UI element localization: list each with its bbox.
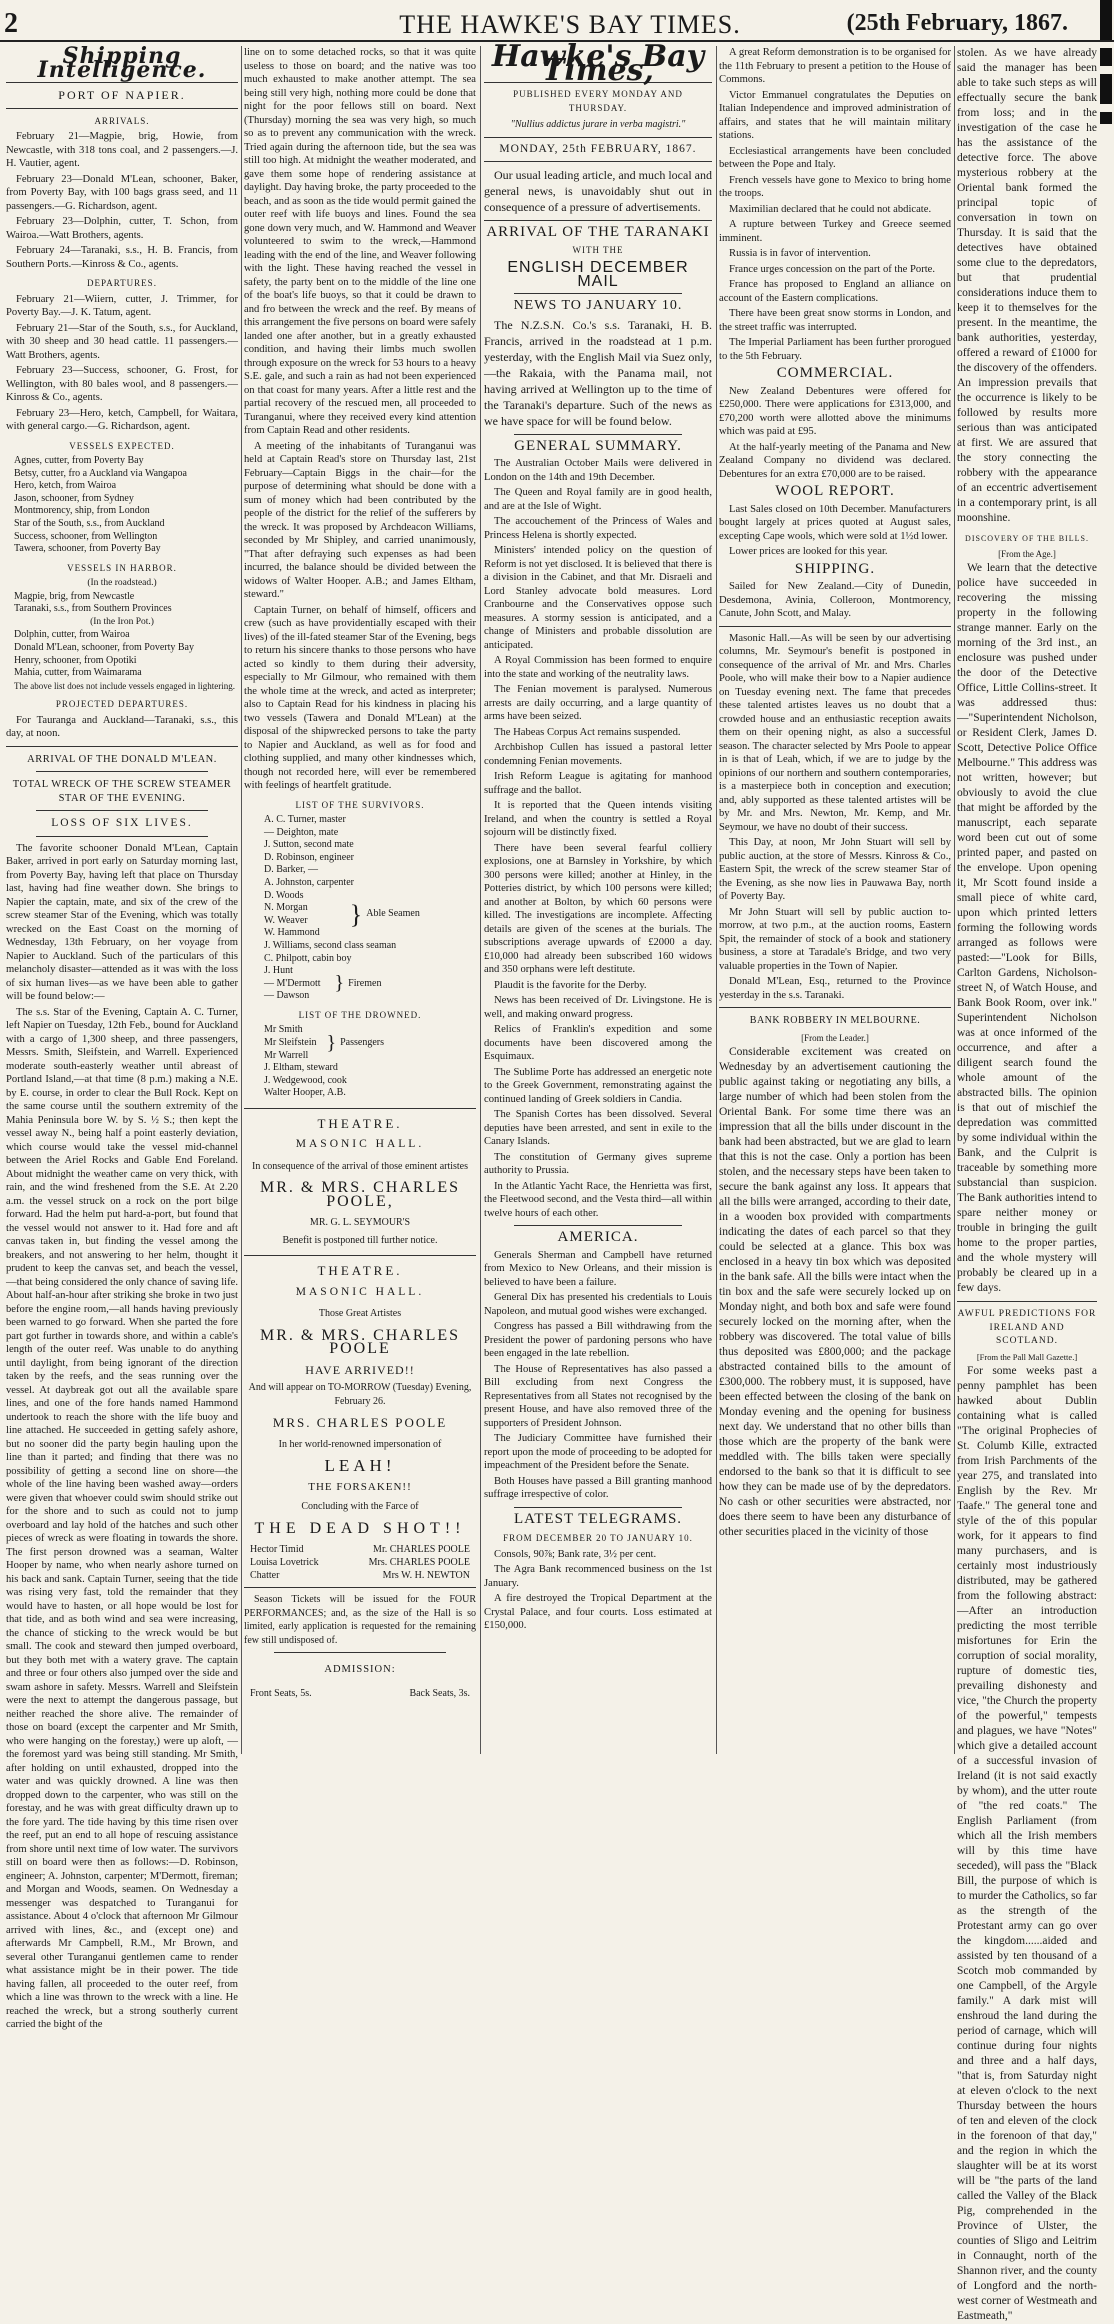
article-paragraph: Congress has passed a Bill withdrawing from the President the power of pardoning persons who have been engaged in the late rebellion. <box>484 1321 712 1359</box>
article-paragraph: Irish Reform League is agitating for manhood suffrage and the ballot. <box>484 771 712 796</box>
advert-heading: THEATRE. <box>317 1115 403 1131</box>
list-item: J. Sutton, second mate <box>264 839 354 851</box>
brace: } <box>349 900 363 929</box>
arrivals-heading: ARRIVALS. <box>94 115 150 126</box>
harbor-list <box>6 629 238 692</box>
divider <box>514 1225 682 1226</box>
list-item: Taranaki, s.s., from Southern Provinces <box>14 603 172 615</box>
list-item: Dolphin, cutter, from Wairoa <box>14 629 130 641</box>
article-paragraph: line on to some detached rocks, so that it was quite useless to those on board; and the native was too much exhausted to make another attempt. The sea being still very high, nothing more could be done that night for the poor fellows still on board. Next (Thursday) morning the sea was very high, so much so as to prevent any communication with the wreck. Tried again during the afternoon tide, but the sea was still too high. At midnight the weather moderated, and gave them some hope of rendering assistance at daylight. Day having broke, the party proceeded to the beach, and as soon as the tide would permit gained the outer reef with life buoys and lines. Found the sea gone down very much, and W. Hammond and Weaver volunteered to swim to the wreck,—Hammond leading with the end of the line, and Weaver following with the light. These having reached the vessel in safety, the party bent on to the middle of the line one of the boat's life buoys, so that it could be drawn to and fro between the wreck and the reef. By means of this arrangement the five persons on board were safely landed one after another, but in a greatly exhausted condition, and having their limbs much swollen through exposure on the wreck for 53 hours to a heavy S.E. gale, and such a rain as had not been experienced on that coast for many years. After a little rest and the partial recovery of the rescued men, all proceeded to Turanganui, where they received every kind attention from Captain Read and other residents. <box>244 47 476 436</box>
divider <box>514 434 682 435</box>
article-paragraph: The Spanish Cortes has been dissolved. Several deputies have been arrested, and sent in exile to the Canary Islands. <box>484 1109 712 1147</box>
article-paragraph: The s.s. Star of the Evening, Captain A. C. Turner, left Napier on Tuesday, 12th Feb., bound for Auckland with a cargo of 1,300 sheep, and three passengers, Messrs. Smith, Sleifstein, and Warrell. Experienced moderate south-easterly weather until abreast of Portland Island,—at that time (8 p.m.) making a N.E. by E. course, in order to clear the Bull Rock. Kept on the same course until the southern extremity of the Mahia Peninsula bore W. by S. ½ S.; then kept the vessel away N., being half a point easterly deviation, which course would take the vessel mid-channel between the Ariel Rocks and Gable End Foreland. About midnight the weather came on very thick, with rain, and the wind freshened from the S.E. At 2.20 a.m. the vessel struck on a rock on the port bilge forward. Had the helm put hard-a-port, but found that the vessel would not answer to it. Had fore and aft canvas taken in, but finding the vessel among the breakers, and not answering to her helm, thought it prudent to keep the canvas set, and beach the vessel,—that being considered the only chance of saving life. About half-an-hour after striking she broke in two just before the engine room,—all hands having previously been warned to go forward. When she parted the fore part got further in towards shore, and within a cable's length of the outer reef. Was unable to do anything until daylight, from being ignorant of the direction taken by the reefs, and the seas running over the vessel. At daybreak got out all the available spare lines, and one of the fore hands named Hammond undertook to reach the shore with the life buoy and line attached. He succeeded in getting safely ashore, but no sooner did the party begin hauling upon the line than it parted; and finding that there was no possibility of getting a second line on shore—the whole of the line having been washed away—orders were given that whoever could swim should strike out for the shore and to such as could not to jump overboard and lay hold of the hatches and such other pieces of wreck as were floating in towards the shore. The first person drowned was a seaman, Walter Hooper by name, who when nearly ashore turned on his back and sank. Captain Turner, seeing that the tide was rising very fast, told the remainder that they would have to hasten, or all hope would be lost for that tide, and as both wind and sea were increasing, the chance of sticking to the wreck would be but small. The cook and steward then jumped overboard, but they both met with a watery grave. The captain and three or four others also jumped over the side and swam ashore in safety. Messrs. Warrell and Sleifstein were the next to attempt the dangerous passage, but neither reached the shore alive. The remainder of those on board (except the carpenter and Mr Smith, who were hanging on the forestay,) were up aloft, —the foremost yard was being still standing. Mr Smith, after holding on until exhausted, dropped into the water and was quickly drowned. A line was then dropped down to the carpenter, who was still on the forestay, and he was with great difficulty drawn up to the fore yard. The tide having by this time risen over the reef, put an end to all hope of rescuing assistance from shore until next time of low water. The survivors still on board were then as follows:—D. Robinson, engineer; A. Johnston, carpenter; M'Dermott, fireman; and Morgan and Woods, seamen. On Wednesday a messenger was despatched to Turanganui for assistance. About 4 o'clock that afternoon Mr Gilmour arrived with lines, &c., and (except one) and afterwards Mr Campbell, R.M., Mr Brown, and several other Turanganui gentlemen came to render what assistance might be in their power. The tide having fallen, all proceeded to the outer reef, from which a line was thrown to the wreck with a line. He reached the wreck, but a strong southerly current carried the bight of the <box>6 1006 238 2031</box>
column-robbery-predictions <box>957 46 1097 2322</box>
arrival-entry: February 21—Magpie, brig, Howie, from Newcastle, with 318 tons coal, and 2 passengers.—J. H. Vautier, agent. <box>6 131 238 169</box>
article-paragraph: Mr John Stuart will sell by public auction to-morrow, at two p.m., at the auction rooms, Eastern Spit, the remainder of stock of a book and stationery business, a store at Taradale's Bridge, and two very valuable properties in the Town of Napier. <box>719 906 951 972</box>
article-paragraph: The accouchement of the Princess of Wales and Princess Helena is shortly expected. <box>484 516 712 541</box>
advert-venue: MASONIC HALL. <box>295 1285 425 1298</box>
divider <box>244 1255 476 1256</box>
advert-text: THE FORSAKEN!! <box>308 1480 412 1493</box>
article-paragraph: The Agra Bank recommenced business on the 1st January. <box>484 1564 712 1589</box>
divider <box>6 108 238 109</box>
list-item: A. C. Turner, master <box>264 814 346 825</box>
cast-actor: Mrs W. H. NEWTON <box>382 1570 470 1582</box>
divider <box>36 771 208 772</box>
article-heading: COMMERCIAL. <box>776 365 894 381</box>
article-paragraph: A great Reform demonstration is to be organised for the 11th February to present a petition to the House of Commons. <box>719 47 951 85</box>
group-label: Firemen <box>348 977 382 989</box>
page-number: 2 <box>4 8 18 39</box>
article-heading: ENGLISH DECEMBER MAIL <box>507 259 689 290</box>
editorial-intro: Our usual leading article, and much local and general news, is unavoidably shut out in consequence of a pressure of advertisements. <box>484 168 712 214</box>
article-paragraph: General Dix has presented his credentials to Louis Napoleon, and mutual good wishes were exchanged. <box>484 1292 712 1317</box>
survivors-list <box>244 814 476 1003</box>
list-item: The above list does not include vessels engaged in lightering. <box>14 680 235 691</box>
arrival-entry: February 24—Taranaki, s.s., H. B. Francis, from Southern Ports.—Kinross & Co., agents. <box>6 245 238 270</box>
list-item: Mr Sleifstein <box>264 1037 317 1048</box>
cast-role: Hector Timid <box>250 1544 304 1556</box>
page-header <box>0 8 1114 42</box>
list-item: Jason, schooner, from Sydney <box>14 492 134 504</box>
list-item: C. Philpott, cabin boy <box>264 952 352 964</box>
article-paragraph: The Imperial Parliament has been further prorogued to the 5th February. <box>719 337 951 362</box>
issue-date: (25th February, 1867. <box>846 10 1068 36</box>
article-paragraph: Donald M'Lean, Esq., returned to the Province yesterday in the s.s. Taranaki. <box>719 976 951 1001</box>
article-paragraph: At the half-yearly meeting of the Panama and New Zealand Company no dividend was declared. Debentures for an extra £70,000 are to be raised. <box>719 441 951 480</box>
divider <box>719 626 951 627</box>
projected-entry: For Tauranga and Auckland—Taranaki, s.s., this day, at noon. <box>6 714 238 740</box>
article-paragraph: In the Atlantic Yacht Race, the Henrietta was first, the Fleetwood second, and the Vesta third—all within twelve hours of each other. <box>484 1180 712 1219</box>
column-rule <box>954 46 955 1754</box>
departure-entry: February 21—Wiiern, cutter, J. Trimmer, for Poverty Bay.—J. K. Tatum, agent. <box>6 293 238 318</box>
advert-text: Benefit is postponed till further notice. <box>282 1234 438 1246</box>
expected-heading: VESSELS EXPECTED. <box>69 440 175 451</box>
drowned-heading: LIST OF THE DROWNED. <box>298 1009 422 1020</box>
advert-text: HAVE ARRIVED!! <box>305 1362 415 1377</box>
port-heading: PORT OF NAPIER. <box>58 88 186 102</box>
cast-row <box>244 1556 476 1569</box>
article-paragraph: Maximilian declared that he could not abdicate. <box>729 203 932 215</box>
able-seamen-group <box>264 890 476 940</box>
advert-text: Concluding with the Farce of <box>301 1501 419 1513</box>
article-heading: LOSS OF SIX LIVES. <box>51 817 193 830</box>
list-item: Mahia, cutter, from Waimarama <box>14 667 142 679</box>
advert-text: Those Great Artistes <box>318 1308 402 1320</box>
departure-entry: February 23—Success, schooner, G. Frost, for Wellington, with 80 bales wool, and 8 passengers.—Kinross & Co., agents. <box>6 365 238 403</box>
article-paragraph: Russia is in favor of intervention. <box>729 248 871 259</box>
list-item: Henry, schooner, from Opotiki <box>14 654 137 666</box>
arrival-entry: February 23—Dolphin, cutter, T. Schon, from Wairoa.—Watt Brothers, agents. <box>6 216 238 241</box>
masthead-motto: "Nullius addictus jurare in verba magistri." <box>510 119 686 130</box>
article-paragraph: Lower prices are looked for this year. <box>729 546 888 557</box>
article-heading: NEWS TO JANUARY 10. <box>513 298 683 313</box>
cast-row <box>244 1569 476 1582</box>
article-heading: AWFUL PREDICTIONS FOR IRELAND AND SCOTLAND. <box>957 1309 1097 1346</box>
column-rule <box>241 46 242 1754</box>
group-label: Passengers <box>340 1037 384 1048</box>
advert-venue: MASONIC HALL. <box>295 1138 425 1151</box>
survivors-heading: LIST OF THE SURVIVORS. <box>295 799 425 810</box>
divider <box>274 1652 446 1653</box>
list-item: J. Eltham, steward <box>264 1062 338 1074</box>
list-item: — Deighton, mate <box>264 826 339 838</box>
divider <box>514 1507 682 1508</box>
brace: } <box>334 972 345 995</box>
divider <box>484 220 712 221</box>
article-paragraph: Ministers' intended policy on the question of Reform is not yet disclosed. It is believed that there is a division in the Cabinet, and that Mr. Disraeli and Lord Stanley advocate bold measures. Lord Cranbourne and the Conservatives oppose such measures. A stormy session is anticipated, and a change of Ministers and probable dissolution are anticipated. <box>484 545 713 651</box>
masthead-date: MONDAY, 25th FEBRUARY, 1867. <box>499 142 697 155</box>
divider <box>244 1108 476 1109</box>
divider <box>514 293 682 294</box>
article-heading: LATEST TELEGRAMS. <box>513 1510 683 1527</box>
divider <box>719 1007 951 1008</box>
cast-row <box>244 1543 476 1556</box>
list-item: J. Williams, second class seaman <box>264 939 397 951</box>
article-source: [From the Age.] <box>998 548 1056 559</box>
divider <box>6 746 238 747</box>
list-item: W. Weaver <box>264 914 308 926</box>
arrival-entry: February 23—Donald M'Lean, schooner, Baker, from Poverty Bay, with 100 bags grass seed, and 11 passengers.—G. Richardson, agent. <box>6 173 238 212</box>
list-item: — Dawson <box>264 990 310 1002</box>
article-heading: GENERAL SUMMARY. <box>514 437 682 454</box>
article-paragraph: Victor Emmanuel congratulates the Deputies on Italian Independence and improved administration of affairs, and states that he will maintain military stations. <box>719 89 951 141</box>
article-paragraph: stolen. As we have already said the manager has been able to take such steps as will effectually secure the bank from loss; and in the investigation of the case he has the assistance of the detective force. The above mysterious robbery at the Oriental bank formed the principal topic of conversation in town on Thursday. It is said that the detectives have obtained some clue to the depredators, but that prudential considerations induce them to keep it to themselves for the present. In the meantime, the bank authorities, yesterday, offered a reward of £1000 for the discovery of the offenders. An impression prevails that the occurrence is likely to be followed by results more serious than was anticipated at first. We are assured that the story connecting the robbery with the appearance of an eccentric advertisement in a contemporary print, is all moonshine. <box>957 47 1097 524</box>
drowned-list <box>244 1024 476 1100</box>
column-wreck-theatre <box>244 46 476 1754</box>
article-paragraph: Last Sales closed on 10th December. Manufacturers bought largely at prices quoted at August sales, excepting Cape wools, which were sold at 1½d lower. <box>719 503 951 542</box>
article-source: [From the Leader.] <box>801 1032 869 1043</box>
article-paragraph: Relics of Franklin's expedition and some documents have been discovered among the Esquimaux. <box>484 1024 712 1062</box>
list-item: Hero, ketch, from Wairoa <box>14 480 117 492</box>
list-item: J. Wedgewood, cook <box>264 1074 347 1086</box>
article-paragraph: Consols, 90⅞; Bank rate, 3½ per cent. <box>494 1548 657 1560</box>
article-paragraph: There have been great snow storms in London, and the street traffic was interrupted. <box>719 308 951 333</box>
article-paragraph: Sailed for New Zealand.—City of Dunedin, Desdemona, Avinia, Colleroon, Montmorency, Canute, John Scott, and Malay. <box>719 581 951 619</box>
article-paragraph: New Zealand Debentures were offered for £250,000. There were applications for £313,000, and £70,200 worth were allotted above the minimums which was paid at £95. <box>719 385 951 437</box>
article-paragraph: The Fenian movement is paralysed. Numerous arrests are daily occurring, and a large quantity of arms have been seized. <box>484 684 712 722</box>
cast-role: Louisa Lovetrick <box>250 1557 319 1569</box>
article-paragraph: Both Houses have passed a Bill granting manhood suffrage irrespective of color. <box>484 1475 712 1500</box>
list-item: J. Hunt <box>264 965 293 977</box>
article-paragraph: Masonic Hall.—As will be seen by our advertising columns, Mr. Seymour's benefit is postponed in consequence of the arrival of Mr. and Mrs. Charles Poole, who will make their bow to a Napier audience on Tuesday evening next. The fame that precedes these talented artistes leaves us no doubt that a crowded house and an enthusiastic reception awaits them on their opening night, as also a successful season. The character selected by Mrs Poole to appear in is that of Leah, which, if we are to judge by the opinions of our northern and southern contemporaries, is a masterpiece both in conception and execution; and, ably supported as these talented artistes will be by Mr. and Mrs. Newton, Mr. Kemp, and Mr. Seymour, we have no doubt of their success. <box>719 632 951 833</box>
advert-artistes: MR. & MRS. CHARLES POOLE <box>259 1326 461 1358</box>
advert-text: In her world-renowned impersonation of <box>278 1438 442 1450</box>
list-item: Walter Hooper, A.B. <box>264 1087 346 1099</box>
article-heading: ARRIVAL OF THE TARANAKI <box>486 224 710 240</box>
article-paragraph: There have been several fearful colliery explosions, one at Barnsley in Yorkshire, by which 300 persons were killed; another at Hinley, in the Potteries district, by which 100 persons were killed; and another at Bolton, by which 60 persons were killed. The investigations are incomplete. Affecting details are given of the scenes at the burials. The subscriptions average upwards of £2000 a day. £10,000 had already been subscribed 160 widows and 350 orphans were left destitute. <box>484 842 712 975</box>
article-paragraph: The Australian October Mails were delivered in London on the 14th and 19th December. <box>484 458 712 483</box>
list-item: D. Robinson, engineer <box>264 851 354 863</box>
divider <box>484 161 712 162</box>
departures-heading: DEPARTURES. <box>87 278 157 288</box>
article-paragraph: This Day, at noon, Mr John Stuart will sell by public auction, at the store of Messrs. Kinross & Co., Eastern Spit, the wreck of the screw steamer Star of the Evening, as she now lies in Pauwawa Bay, north of Poverty Bay. <box>719 837 951 902</box>
expected-list <box>6 455 238 556</box>
article-paragraph: The constitution of Germany gives supreme authority to Prussia. <box>484 1151 712 1176</box>
article-paragraph: A fire destroyed the Tropical Department at the Crystal Palace, and four courts. Loss estimated at £150,000. <box>484 1593 712 1631</box>
advert-artistes: MRS. CHARLES POOLE <box>272 1415 448 1431</box>
article-paragraph: France urges concession on the part of the Porte. <box>729 263 936 275</box>
column-editorial <box>484 39 713 1754</box>
divider <box>244 1587 476 1588</box>
section-heading: Shipping Intelligence. <box>37 43 207 83</box>
advert-text: ADMISSION: <box>324 1664 396 1676</box>
departure-entry: February 21—Star of the South, s.s., for Auckland, with 30 sheep and 30 head cattle. 11 passengers.—Watt Brothers, agents. <box>6 322 238 361</box>
masthead: Hawke's Bay Times, <box>491 39 705 88</box>
article-paragraph: Archbishop Cullen has issued a pastoral letter condemning Fenian movements. <box>484 742 712 767</box>
article-paragraph: French vessels have gone to Mexico to bring home the troops. <box>719 174 951 199</box>
article-heading: TOTAL WRECK OF THE SCREW STEAMER STAR OF THE EVENING. <box>12 779 232 804</box>
article-paragraph: Captain Turner, on behalf of himself, officers and crew (such as have providentially escaped with their lives) of the ill-fated steamer Star of the Evening, begs to return his sincere thanks to those persons who have acted so kindly to them during their adversity, especially to Mr Gilmour, who remained with them the whole time at the wreck, and acted as interpreter; also to Captain Read for his kindness in placing his two vessels (Tawera and Donald M'Lean) at the disposal of the shipwrecked persons to take the party to Napier and Auckland, as well as for food and clothing supplied, and many other kindnesses which, though not recorded here, will ever be remembered with feelings of heartfelt gratitude. <box>244 604 476 791</box>
article-paragraph: A Royal Commission has been formed to enquire into the state and working of the neutrality laws. <box>484 655 712 680</box>
article-heading: WOOL REPORT. <box>775 483 895 499</box>
passengers-group <box>264 1024 476 1062</box>
column-news <box>719 46 951 1754</box>
harbor-list <box>6 591 238 616</box>
article-subheading: FROM DECEMBER 20 TO JANUARY 10. <box>503 1533 693 1543</box>
list-item: A. Johnston, carpenter <box>264 876 354 888</box>
list-item: Mr Smith <box>264 1024 303 1036</box>
masthead-published: PUBLISHED EVERY MONDAY AND THURSDAY. <box>513 89 683 113</box>
advert-play: LEAH! <box>324 1456 396 1476</box>
cast-actor: Mr. CHARLES POOLE <box>373 1544 470 1556</box>
list-item: Agnes, cutter, from Poverty Bay <box>14 455 144 466</box>
article-paragraph: The favorite schooner Donald M'Lean, Captain Baker, arrived in port early on Saturday morning last, from Poverty Bay, having left that place on Thursday last, having had fine weather down. She brings to Napier the captain, mate, and six of the crew of the screw steamer Star of the Evening, which was totally wrecked on the East Coast on the morning of Wednesday, 13th February, on her voyage from Napier to Auckland. Such of the particulars of this melancholy disaster—attended as it was with the loss of six human lives—as we have been able to gather will be found below:— <box>6 842 238 1003</box>
list-item: Montmorency, ship, from London <box>14 505 150 517</box>
advert-play: THE DEAD SHOT!! <box>254 1519 466 1537</box>
advert-artistes: MR. & MRS. CHARLES POOLE, <box>259 1179 461 1210</box>
brace: } <box>326 1031 337 1054</box>
group-label: Able Seamen <box>366 908 420 920</box>
cast-actor: Mrs. CHARLES POOLE <box>368 1557 470 1569</box>
list-item: Tawera, schooner, from Poverty Bay <box>14 543 161 555</box>
price-front: Front Seats, 5s. <box>250 1687 312 1699</box>
article-paragraph: A rupture between Turkey and Greece seemed imminent. <box>719 219 951 244</box>
cast-role: Chatter <box>250 1570 280 1582</box>
advert-heading: THEATRE. <box>317 1263 403 1279</box>
article-paragraph: It is reported that the Queen intends visiting Ireland, and when the country is settled a Royal sojourn will be distinctly fixed. <box>484 800 712 838</box>
article-heading: WITH THE <box>572 244 624 255</box>
list-item: Mr Warrell <box>264 1049 309 1061</box>
article-paragraph: We learn that the detective police have succeeded in recovering the missing property in the following strange manner. Early on the morning of the 3rd inst., an enclosure was pushed under the door of the Detective Office, Little Collins-street. It was addressed thus:—"Superintendent Nicholson, or Resident Clerk, James D. Scott, Detective Police Office Melbourne." This address was not written, however; but obviously to avoid the clue that might be afforded by the manuscript, each separate word been cut out of some printed paper, and pasted on the envelope. Upon opening it, Mr Scott found inside a small piece of white card, upon which printed letters forming the following words arranged as follows were pasted:—"Look for Bills, Carlton Gardens, Nicholson-street N, of Watch House, and Bank Book Room, over ink." Superintendent Nicholson was at once informed of the occurrence, and after a diligent search found the whole amount of the abstracted bills. The opinion is that out of mischief the depredation was committed by some individual within the Bank, and the Culprit is traceable by something more substancial than suspicion. The Bank authorities intend to spare neither money or trouble in bringing the guilt home to the proper parties, and the whole mystery will probably be cleared up in a few days. <box>957 562 1097 1294</box>
article-paragraph: Considerable excitement was created on Wednesday by an advertisement cautioning the public against taking or negotiating any bills, a large number of which had been stolen from the Oriental Bank. For some time there was an impression that all the bills under discount in the bank had been abstracted, but we are glad to learn that this is not the case. Only a portion has been stolen, and the necessary steps have been taken to secure the bank against any loss. It appears that all the bills were arranged, according to their date, in a wooden box provided with compartments indicating the dates of each parcel so that they could be selected at a glance. This box was enclosed in a heavy tin box which was deposited in the bank safe. All the bills were intact when the tin box and the safe were securely locked up on Monday night, and both box and safe were found securely locked on the morning after, when the robbery was discovered. The total value of bills thus deposited was £800,000; and the package abstracted contained bills to the amount of £300,000. The robbery must, it is supposed, have been effected between the closing of the bank on Monday evening and the opening for business next day. We understand that no other bills than those which are the property of the bank were meddled with. The bills taken were specially endorsed to the bank so that it is difficult to see how they can be made use of by the depredators. No cash or other securities were abstracted, nor does there seem to have been any disturbance of other securities placed in the vicinity of those <box>719 1046 951 1538</box>
article-heading: DISCOVERY OF THE BILLS. <box>965 534 1089 543</box>
list-item: D. Barker, — <box>264 864 319 876</box>
advert-text: MR. G. L. SEYMOUR'S <box>309 1217 411 1229</box>
article-heading: SHIPPING. <box>794 560 876 577</box>
article-paragraph: The Judiciary Committee have furnished their report upon the mode of proceeding to be adopted for impeachment of the President before the Senate. <box>484 1433 712 1471</box>
projected-heading: PROJECTED DEPARTURES. <box>55 699 189 710</box>
harbor-heading: VESSELS IN HARBOR. <box>67 562 177 573</box>
divider <box>36 836 208 837</box>
newspaper-title: THE HAWKE'S BAY TIMES. <box>399 10 741 39</box>
article-heading: AMERICA. <box>557 1229 639 1245</box>
divider <box>957 1301 1097 1302</box>
article-paragraph: Generals Sherman and Campbell have returned from Mexico to New Orleans, and their mission is believed to have been a failure. <box>484 1249 712 1288</box>
article-paragraph: The Habeas Corpus Act remains suspended. <box>494 726 681 738</box>
list-item: D. Woods <box>264 889 304 901</box>
article-heading: BANK ROBBERY IN MELBOURNE. <box>749 1015 921 1026</box>
list-item: Donald M'Lean, schooner, from Poverty Bay <box>14 642 194 654</box>
advert-text: Season Tickets will be issued for the FOUR PERFORMANCES; and, as the size of the Hall is so limited, early application is requested for the remaining few still undisposed of. <box>244 1594 476 1646</box>
article-source: [From the Pall Mall Gazette.] <box>976 1351 1078 1362</box>
list-item: — M'Dermott <box>264 977 321 989</box>
list-item: Success, schooner, from Wellington <box>14 530 158 542</box>
column-shipping <box>6 43 238 2031</box>
list-item: Star of the South, s.s., from Auckland <box>14 517 165 529</box>
departure-entry: February 23—Hero, ketch, Campbell, for Waitara, with general cargo.—G. Richardson, agent. <box>6 407 238 432</box>
price-back: Back Seats, 3s. <box>409 1687 470 1699</box>
article-paragraph: News has been received of Dr. Livingstone. He is well, and making onward progress. <box>484 995 712 1020</box>
article-paragraph: The Queen and Royal family are in good health, and are at the Isle of Wight. <box>484 487 712 512</box>
firemen-group <box>264 965 476 1003</box>
article-paragraph: The N.Z.S.N. Co.'s s.s. Taranaki, H. B. Francis, arrived in the roadstead at 1 p.m. yesterday, with the English Mail via Suez only,—the Rakaia, with the Panama mail, not having arrived at Wellington up to the time of the Taranaki's departure. Such of the news as we have space for will be found below. <box>484 317 712 428</box>
article-paragraph: For some weeks past a penny pamphlet has been hawked about Dublin containing what is called "The original Prophecies of St. Columb Kille, extracted from Irish Parchments of the year 275, and translated into English by the Rev. Mr Taafe." The general tone and style of the of this popular work, for it appears to find many purchasers, and is certainly most industriously distributed, may be gathered from the following abstract:—After an introduction predicting the most terrible misfortunes for Erin the corruption of social morality, rupture of domestic ties, prevailing dishonesty and vice, "the Church the property of the powerful," tempests and plagues, we have "Notes" which give a detailed account of a successful invasion of Ireland (it is not said exactly by whom), and the utter route of "the red coats." The English Parliament (from which all the Irish members will by this time have seceded), will pass the "Black Bill, the purpose of which is to murder the Catholics, so far as the strength of the Protestant army can go over the kingdom......aided and assisted by ten thousand of a Scotch mob commanded by one Campbell, of the Argyle family." A dark mist will enshroud the land during the period of carnage, which will continue during four nights and three and a half days, "that is, from Saturday night at eleven o'clock to the next Thursday between the hours of ten and eleven of the clock in the forenoon of that day," and the region in which the slaughter will be at its worst will be "the parts of the land called the Valley of the Black Pig, comprehended in the Province of Ulster, the counties of Sligo and Leitrim in Connaught, north of the Shannon river, and the county of Longford and the north-west corner of Westmeath and Eastmeath," <box>957 1365 1097 2322</box>
article-paragraph: The House of Representatives has also passed a Bill excluding from next Congress the Representatives from all States not recognised by the present House, and have also removed three of the supporters of President Johnson. <box>484 1363 712 1429</box>
prices-row <box>244 1687 476 1700</box>
column-rule <box>480 46 481 1754</box>
scan-edge-marks <box>1100 0 1114 1758</box>
harbor-sub: (In the roadstead.) <box>87 578 157 589</box>
list-item: W. Hammond <box>264 927 320 939</box>
advert-text: In consequence of the arrival of those eminent artistes <box>251 1160 469 1172</box>
divider <box>36 810 208 811</box>
article-paragraph: France has proposed to England an alliance on account of the Eastern complications. <box>719 279 951 304</box>
divider <box>484 137 712 138</box>
article-heading: ARRIVAL OF THE DONALD M'LEAN. <box>27 753 217 765</box>
list-item: Betsy, cutter, fro a Auckland via Wangapoa <box>14 467 187 479</box>
list-item: Magpie, brig, from Newcastle <box>14 590 135 602</box>
advert-text: And will appear on TO-MORROW (Tuesday) Evening, February 26. <box>248 1382 472 1407</box>
harbor-sub: (In the Iron Pot.) <box>90 616 154 627</box>
article-paragraph: The Sublime Porte has addressed an energetic note to the Greek Government, remonstrating against the continued landing of Greek soldiers in Candia. <box>484 1066 712 1105</box>
article-paragraph: Ecclesiastical arrangements have been concluded between the Pope and Italy. <box>719 145 951 170</box>
list-item: N. Morgan <box>264 902 308 914</box>
column-rule <box>716 46 717 1754</box>
article-paragraph: A meeting of the inhabitants of Turanganui was held at Captain Read's store on Thursday last, 21st February—Captain Biggs in the chair—for the purpose of determining what should be done with a sum of money which had been contributed by the people of the district for the relief of the sufferers by the wreck. It was proposed by Archdeacon Williams, seconded by Mr Shipley, and carried unanimously, "That after defraying such expenses as had been incurred, the balance should be divided between the widows of Walter Hooper. A.B.; and James Eltham, steward." <box>244 440 476 600</box>
article-paragraph: Plaudit is the favorite for the Derby. <box>494 979 647 991</box>
